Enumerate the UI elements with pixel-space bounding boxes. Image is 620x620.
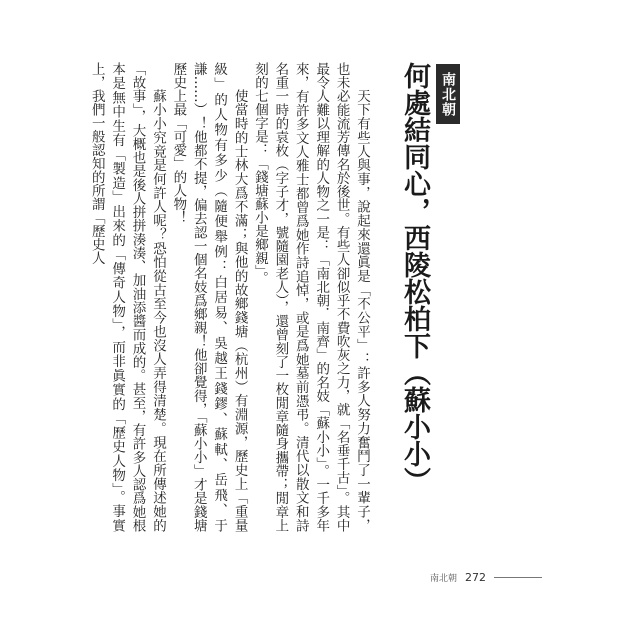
footer-rule bbox=[494, 577, 542, 578]
footer-section-label: 南北朝 bbox=[430, 574, 458, 584]
paragraph: 天下有些人與事，說起來還眞是「不公平」：許多人努力奮鬥了一輩子，也未必能流芳傳名於後世。有些人卻似乎不費吹灰之力，就「名垂千古」。其中最令人難以理解的人物之一是：「南北朝．南齊」的名妓「蘇小小」。一千多年來，有許多文人雅士都曾爲她作詩追悼，或是爲她墓前憑弔。清代以散文和詩名重一時的袁枚（字子才，號隨園老人），還曾刻了一枚閒章隨身攜帶；閒章上刻的七個字是：「錢塘蘇小是鄉親」。 bbox=[251, 62, 370, 532]
page-title: 何處結同心，西陵松柏下（蘇小小） bbox=[399, 62, 430, 494]
page-footer bbox=[430, 571, 542, 584]
body-text bbox=[86, 62, 372, 532]
page-number: 272 bbox=[465, 571, 487, 584]
paragraph: 蘇小小究竟是何許人呢？恐怕從古至今也沒人弄得清楚。現在所傳述她的「故事」，大概也是後人拼拼湊湊、加油添醬而成的。甚至，有許多人認爲她根本是無中生有「製造」出來的「傳奇人物」，而非眞實的「歷史人物」。事實上，我們一般認知的所謂「歷史人 bbox=[88, 62, 166, 532]
chapter-tag: 南北朝 bbox=[436, 64, 460, 124]
paragraph: 使當時的士林大爲不滿；與他的故鄉錢塘（杭州）有淵源，歷史上「重量級」的人物有多少（隨便舉例：白居易、吳越王錢鏐、蘇軾、岳飛、于謙……）！他都不提，偏去認一個名妓爲鄉親！他卻覺得，「蘇小小」才是錢塘歷史上最「可愛」的人物！ bbox=[170, 62, 248, 532]
